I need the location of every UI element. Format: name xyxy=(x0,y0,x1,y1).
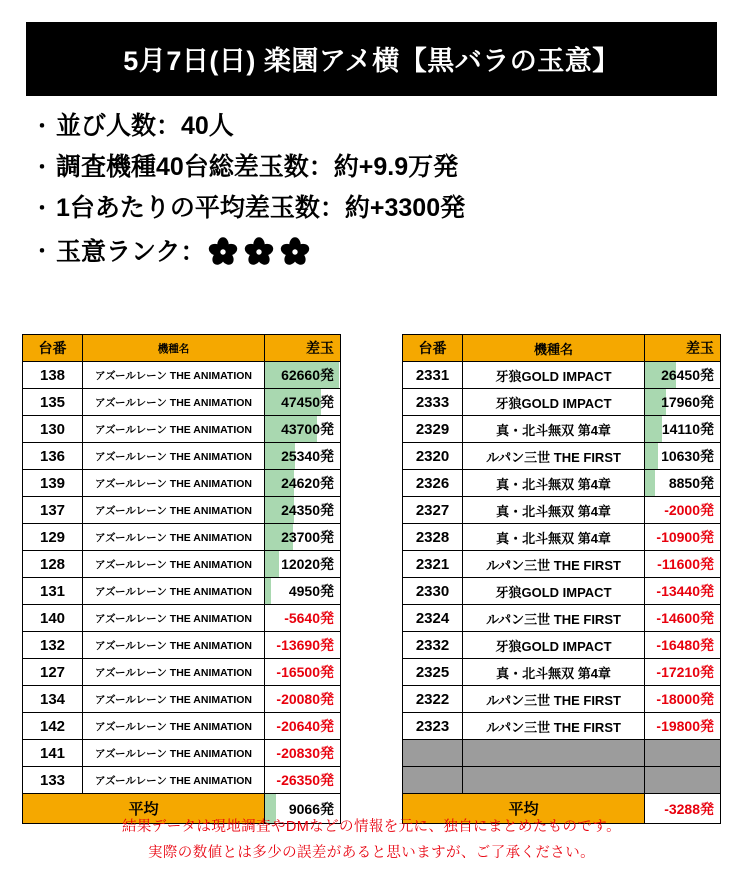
cell-balance xyxy=(265,605,341,632)
cell-machine-name: アズールレーン THE ANIMATION xyxy=(83,551,265,578)
cell-unit-number: 2320 xyxy=(403,443,463,470)
table-row-empty xyxy=(403,767,721,794)
cell-balance xyxy=(645,578,721,605)
cell-unit-number: 131 xyxy=(23,578,83,605)
footer-line-2: 実際の数値とは多少の誤差があると思いますが、ご了承ください。 xyxy=(148,844,595,861)
balance-value: 8850発 xyxy=(668,475,714,491)
cell-unit-number: 130 xyxy=(23,416,83,443)
cell-balance xyxy=(265,443,341,470)
cell-balance xyxy=(265,497,341,524)
cell-unit-number: 2332 xyxy=(403,632,463,659)
cell-machine-name: 牙狼GOLD IMPACT xyxy=(463,362,645,389)
cell-machine-name: アズールレーン THE ANIMATION xyxy=(83,524,265,551)
table-row xyxy=(23,578,341,605)
cell-unit-number: 2331 xyxy=(403,362,463,389)
empty-cell xyxy=(403,740,463,767)
table-row xyxy=(23,497,341,524)
table-row xyxy=(403,497,721,524)
balance-value: 24620発 xyxy=(281,475,334,491)
balance-value: 24350発 xyxy=(281,502,334,518)
cell-machine-name: アズールレーン THE ANIMATION xyxy=(83,362,265,389)
cell-machine-name: アズールレーン THE ANIMATION xyxy=(83,389,265,416)
balance-value: -5640発 xyxy=(284,610,334,626)
table-row xyxy=(403,578,721,605)
cell-balance xyxy=(645,416,721,443)
column-header-unit: 台番 xyxy=(403,335,463,362)
cell-machine-name: アズールレーン THE ANIMATION xyxy=(83,605,265,632)
balance-value: -13690発 xyxy=(276,637,334,653)
cell-machine-name: アズールレーン THE ANIMATION xyxy=(83,767,265,794)
cell-balance xyxy=(265,767,341,794)
balance-value: 17960発 xyxy=(661,394,714,410)
cell-balance xyxy=(645,686,721,713)
footer-line-1: 結果データは現地調査やDMなどの情報を元に、独自にまとめたものです。 xyxy=(122,819,621,836)
bullet-icon: ・ xyxy=(32,115,52,138)
tables-container xyxy=(0,334,743,824)
balance-value: 47450発 xyxy=(281,394,334,410)
footer-note xyxy=(0,815,743,866)
cell-balance xyxy=(645,605,721,632)
table-row xyxy=(403,605,721,632)
cell-machine-name: アズールレーン THE ANIMATION xyxy=(83,659,265,686)
cell-machine-name: アズールレーン THE ANIMATION xyxy=(83,443,265,470)
cell-unit-number: 129 xyxy=(23,524,83,551)
summary-item-1 xyxy=(32,155,743,180)
table-row xyxy=(23,470,341,497)
column-header-unit: 台番 xyxy=(23,335,83,362)
cell-unit-number: 135 xyxy=(23,389,83,416)
machine-table-right xyxy=(402,334,721,824)
cell-machine-name: 牙狼GOLD IMPACT xyxy=(463,578,645,605)
bullet-icon: ・ xyxy=(32,197,52,220)
summary-item-1-label: 調査機種40台総差玉数：約+9.9万発 xyxy=(56,153,459,181)
cell-machine-name: 真・北斗無双 第4章 xyxy=(463,416,645,443)
cell-balance xyxy=(265,416,341,443)
summary-item-0 xyxy=(32,114,743,139)
cell-balance xyxy=(265,686,341,713)
machine-table-left xyxy=(22,334,341,824)
balance-value: -16480発 xyxy=(656,637,714,653)
average-value: 9066発 xyxy=(288,800,334,817)
cell-unit-number: 128 xyxy=(23,551,83,578)
table-row xyxy=(23,605,341,632)
cell-machine-name: アズールレーン THE ANIMATION xyxy=(83,740,265,767)
table-header-row xyxy=(23,335,341,362)
cell-balance xyxy=(645,443,721,470)
balance-value: -18000発 xyxy=(656,691,714,707)
rank-label: 玉意ランク： xyxy=(56,237,206,266)
balance-value: 23700発 xyxy=(281,529,334,545)
balance-value: 10630発 xyxy=(661,448,714,464)
balance-value: -20080発 xyxy=(276,691,334,707)
cell-machine-name: 牙狼GOLD IMPACT xyxy=(463,632,645,659)
empty-cell xyxy=(463,740,645,767)
cell-unit-number: 2327 xyxy=(403,497,463,524)
column-header-balance: 差玉 xyxy=(645,335,721,362)
cell-unit-number: 141 xyxy=(23,740,83,767)
cell-unit-number: 2333 xyxy=(403,389,463,416)
cell-unit-number: 2326 xyxy=(403,470,463,497)
cell-balance xyxy=(265,551,341,578)
empty-cell xyxy=(403,767,463,794)
empty-cell xyxy=(645,740,721,767)
cell-machine-name: ルパン三世 THE FIRST xyxy=(463,443,645,470)
cell-balance xyxy=(265,713,341,740)
balance-bar xyxy=(265,578,271,604)
summary-item-2-label: 1台あたりの平均差玉数：約+3300発 xyxy=(56,194,466,222)
cell-machine-name: アズールレーン THE ANIMATION xyxy=(83,497,265,524)
empty-cell xyxy=(463,767,645,794)
table-row xyxy=(23,551,341,578)
table-row xyxy=(403,443,721,470)
table-row xyxy=(403,713,721,740)
flower-icon xyxy=(280,237,310,267)
cell-machine-name: 牙狼GOLD IMPACT xyxy=(463,389,645,416)
balance-bar xyxy=(265,551,279,577)
cell-machine-name: アズールレーン THE ANIMATION xyxy=(83,686,265,713)
cell-unit-number: 142 xyxy=(23,713,83,740)
cell-balance xyxy=(645,713,721,740)
cell-machine-name: 真・北斗無双 第4章 xyxy=(463,497,645,524)
cell-machine-name: アズールレーン THE ANIMATION xyxy=(83,578,265,605)
table-row xyxy=(23,713,341,740)
balance-value: 12020発 xyxy=(281,556,334,572)
cell-unit-number: 127 xyxy=(23,659,83,686)
table-row xyxy=(23,443,341,470)
table-header-row xyxy=(403,335,721,362)
table-row xyxy=(403,389,721,416)
cell-unit-number: 139 xyxy=(23,470,83,497)
cell-unit-number: 2321 xyxy=(403,551,463,578)
cell-unit-number: 2330 xyxy=(403,578,463,605)
cell-balance xyxy=(265,740,341,767)
cell-unit-number: 2322 xyxy=(403,686,463,713)
balance-value: -11600発 xyxy=(657,556,714,572)
summary-item-0-label: 並び人数：40人 xyxy=(56,112,234,140)
cell-balance xyxy=(265,470,341,497)
cell-machine-name: ルパン三世 THE FIRST xyxy=(463,605,645,632)
summary-list xyxy=(32,114,743,267)
balance-value: 25340発 xyxy=(281,448,334,464)
table-row xyxy=(23,659,341,686)
table-row xyxy=(403,551,721,578)
table-row xyxy=(403,632,721,659)
cell-machine-name: ルパン三世 THE FIRST xyxy=(463,713,645,740)
summary-item-2 xyxy=(32,196,743,221)
cell-unit-number: 2325 xyxy=(403,659,463,686)
cell-machine-name: アズールレーン THE ANIMATION xyxy=(83,470,265,497)
balance-value: 43700発 xyxy=(281,421,334,437)
cell-machine-name: 真・北斗無双 第4章 xyxy=(463,524,645,551)
balance-value: 62660発 xyxy=(281,367,334,383)
table-row xyxy=(23,362,341,389)
table-row xyxy=(403,470,721,497)
balance-value: -19800発 xyxy=(656,718,714,734)
balance-value: -17210発 xyxy=(656,664,714,680)
bullet-icon: ・ xyxy=(32,156,52,179)
cell-balance xyxy=(645,551,721,578)
cell-balance xyxy=(645,659,721,686)
cell-unit-number: 2328 xyxy=(403,524,463,551)
cell-balance xyxy=(265,632,341,659)
table-row xyxy=(403,686,721,713)
bullet-icon: ・ xyxy=(32,241,52,263)
table-row xyxy=(23,416,341,443)
table-row xyxy=(23,389,341,416)
cell-machine-name: ルパン三世 THE FIRST xyxy=(463,686,645,713)
cell-machine-name: アズールレーン THE ANIMATION xyxy=(83,632,265,659)
cell-balance xyxy=(265,578,341,605)
column-header-machine: 機種名 xyxy=(83,335,265,362)
rank-flower-group xyxy=(208,237,310,267)
balance-value: 4950発 xyxy=(288,583,334,599)
cell-balance xyxy=(265,524,341,551)
balance-value: -20640発 xyxy=(276,718,334,734)
cell-balance xyxy=(645,632,721,659)
cell-unit-number: 2324 xyxy=(403,605,463,632)
report-page xyxy=(0,22,743,880)
cell-unit-number: 138 xyxy=(23,362,83,389)
balance-value: -13440発 xyxy=(656,583,714,599)
balance-bar xyxy=(645,470,655,496)
flower-icon xyxy=(208,237,238,267)
cell-unit-number: 137 xyxy=(23,497,83,524)
table-row xyxy=(403,659,721,686)
table-row xyxy=(403,524,721,551)
table-row xyxy=(23,632,341,659)
table-row xyxy=(23,524,341,551)
cell-balance xyxy=(265,362,341,389)
balance-bar xyxy=(645,443,658,469)
average-value: -3288発 xyxy=(664,800,714,817)
cell-balance xyxy=(645,470,721,497)
empty-cell xyxy=(645,767,721,794)
balance-value: -26350発 xyxy=(276,772,334,788)
cell-unit-number: 132 xyxy=(23,632,83,659)
cell-balance xyxy=(645,362,721,389)
cell-unit-number: 134 xyxy=(23,686,83,713)
cell-balance xyxy=(645,524,721,551)
cell-machine-name: 真・北斗無双 第4章 xyxy=(463,470,645,497)
summary-item-rank xyxy=(32,237,743,267)
average-label: 平均 xyxy=(23,794,265,824)
cell-unit-number: 2329 xyxy=(403,416,463,443)
cell-balance xyxy=(645,497,721,524)
flower-icon xyxy=(244,237,274,267)
average-label: 平均 xyxy=(403,794,645,824)
balance-value: -16500発 xyxy=(276,664,334,680)
balance-bar xyxy=(645,416,662,442)
cell-machine-name: 真・北斗無双 第4章 xyxy=(463,659,645,686)
table-row xyxy=(403,416,721,443)
table-row xyxy=(23,686,341,713)
cell-unit-number: 133 xyxy=(23,767,83,794)
balance-value: 14110発 xyxy=(661,421,714,437)
balance-value: -10900発 xyxy=(656,529,714,545)
cell-unit-number: 140 xyxy=(23,605,83,632)
table-row xyxy=(23,740,341,767)
cell-machine-name: アズールレーン THE ANIMATION xyxy=(83,416,265,443)
cell-balance xyxy=(265,659,341,686)
balance-value: -14600発 xyxy=(656,610,714,626)
column-header-machine: 機種名 xyxy=(463,335,645,362)
cell-unit-number: 2323 xyxy=(403,713,463,740)
cell-balance xyxy=(265,389,341,416)
balance-value: 26450発 xyxy=(661,367,714,383)
balance-value: -2000発 xyxy=(664,502,714,518)
cell-machine-name: ルパン三世 THE FIRST xyxy=(463,551,645,578)
table-row xyxy=(403,362,721,389)
page-title: 5月7日(日) 楽園アメ横【黒バラの玉意】 xyxy=(26,22,717,96)
cell-machine-name: アズールレーン THE ANIMATION xyxy=(83,713,265,740)
column-header-balance: 差玉 xyxy=(265,335,341,362)
table-row-empty xyxy=(403,740,721,767)
balance-value: -20830発 xyxy=(276,745,334,761)
table-row xyxy=(23,767,341,794)
cell-balance xyxy=(645,389,721,416)
cell-unit-number: 136 xyxy=(23,443,83,470)
